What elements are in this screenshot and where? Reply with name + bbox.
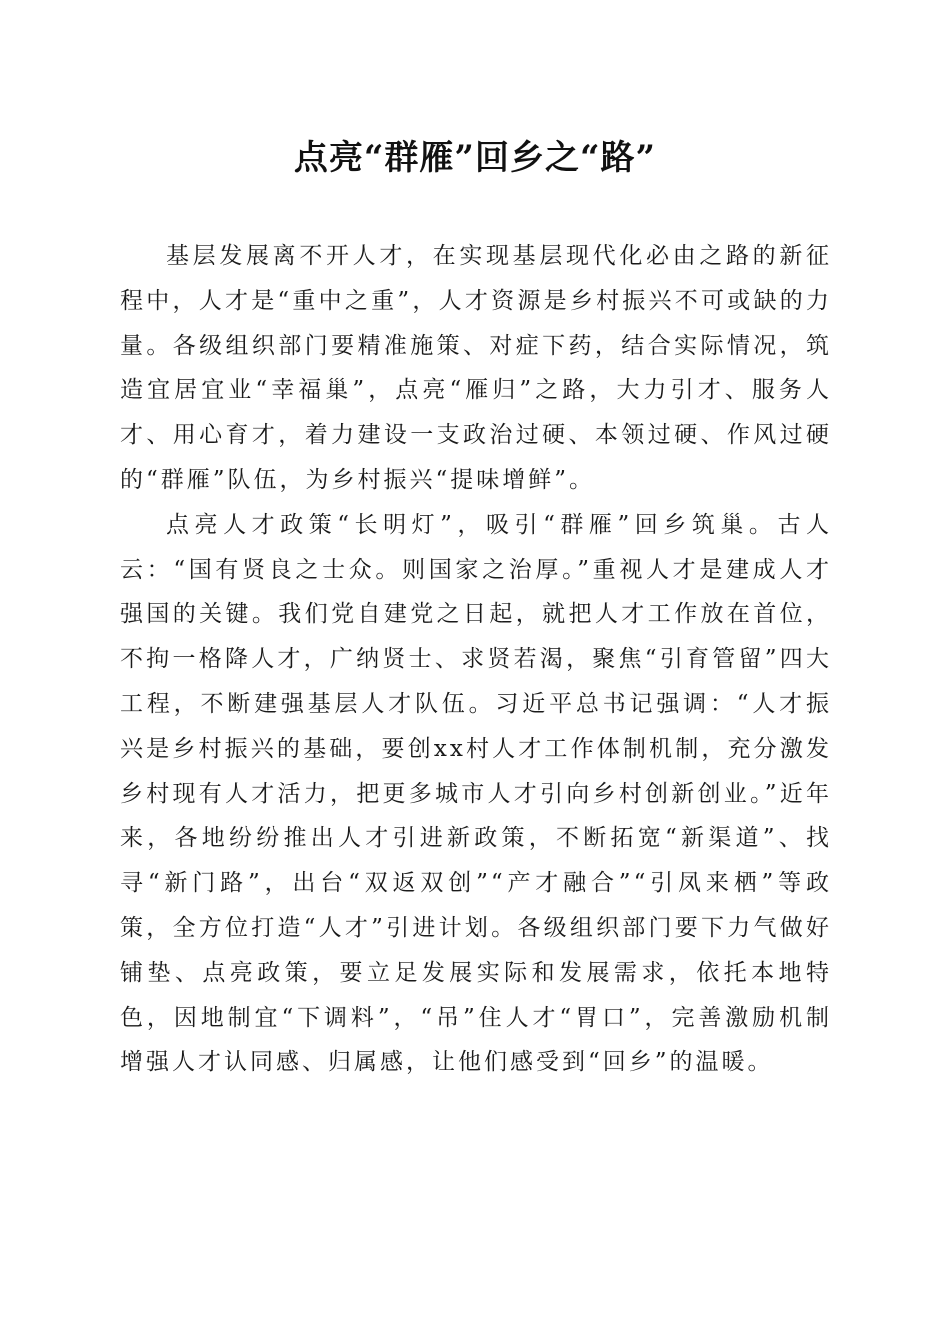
paragraph-1: 基层发展离不开人才，在实现基层现代化必由之路的新征程中，人才是“重中之重”，人才资源是乡村振兴不可或缺的力量。各级组织部门要精准施策、对症下药，结合实际情况，筑造宜居宜业“幸福巢”，点亮“雁归”之路，大力引才、服务人才、用心育才，着力建设一支政治过硬、本领过硬、作风过硬的“群雁”队伍，为乡村振兴“提味增鲜”。 <box>120 243 832 493</box>
document-body <box>120 234 832 1085</box>
document-title: 点亮“群雁”回乡之“路” <box>293 138 657 178</box>
paragraph-2: 点亮人才政策“长明灯”，吸引“群雁”回乡筑巢。古人云：“国有贤良之士众。则国家之治厚。”重视人才是建成人才强国的关键。我们党自建党之日起，就把人才工作放在首位，不拘一格降人才，广纳贤士、求贤若渴，聚焦“引育管留”四大工程，不断建强基层人才队伍。习近平总书记强调：“人才振兴是乡村振兴的基础，要创xx村人才工作体制机制，充分激发乡村现有人才活力，把更多城市人才引向乡村创新创业。”近年来，各地纷纷推出人才引进新政策，不断拓宽“新渠道”、找寻“新门路”，出台“双返双创”“产才融合”“引凤来栖”等政策，全方位打造“人才”引进计划。各级组织部门要下力气做好铺垫、点亮政策，要立足发展实际和发展需求，依托本地特色，因地制宜“下调料”，“吊”住人才“胃口”，完善激励机制增强人才认同感、归属感，让他们感受到“回乡”的温暖。 <box>120 511 832 1076</box>
